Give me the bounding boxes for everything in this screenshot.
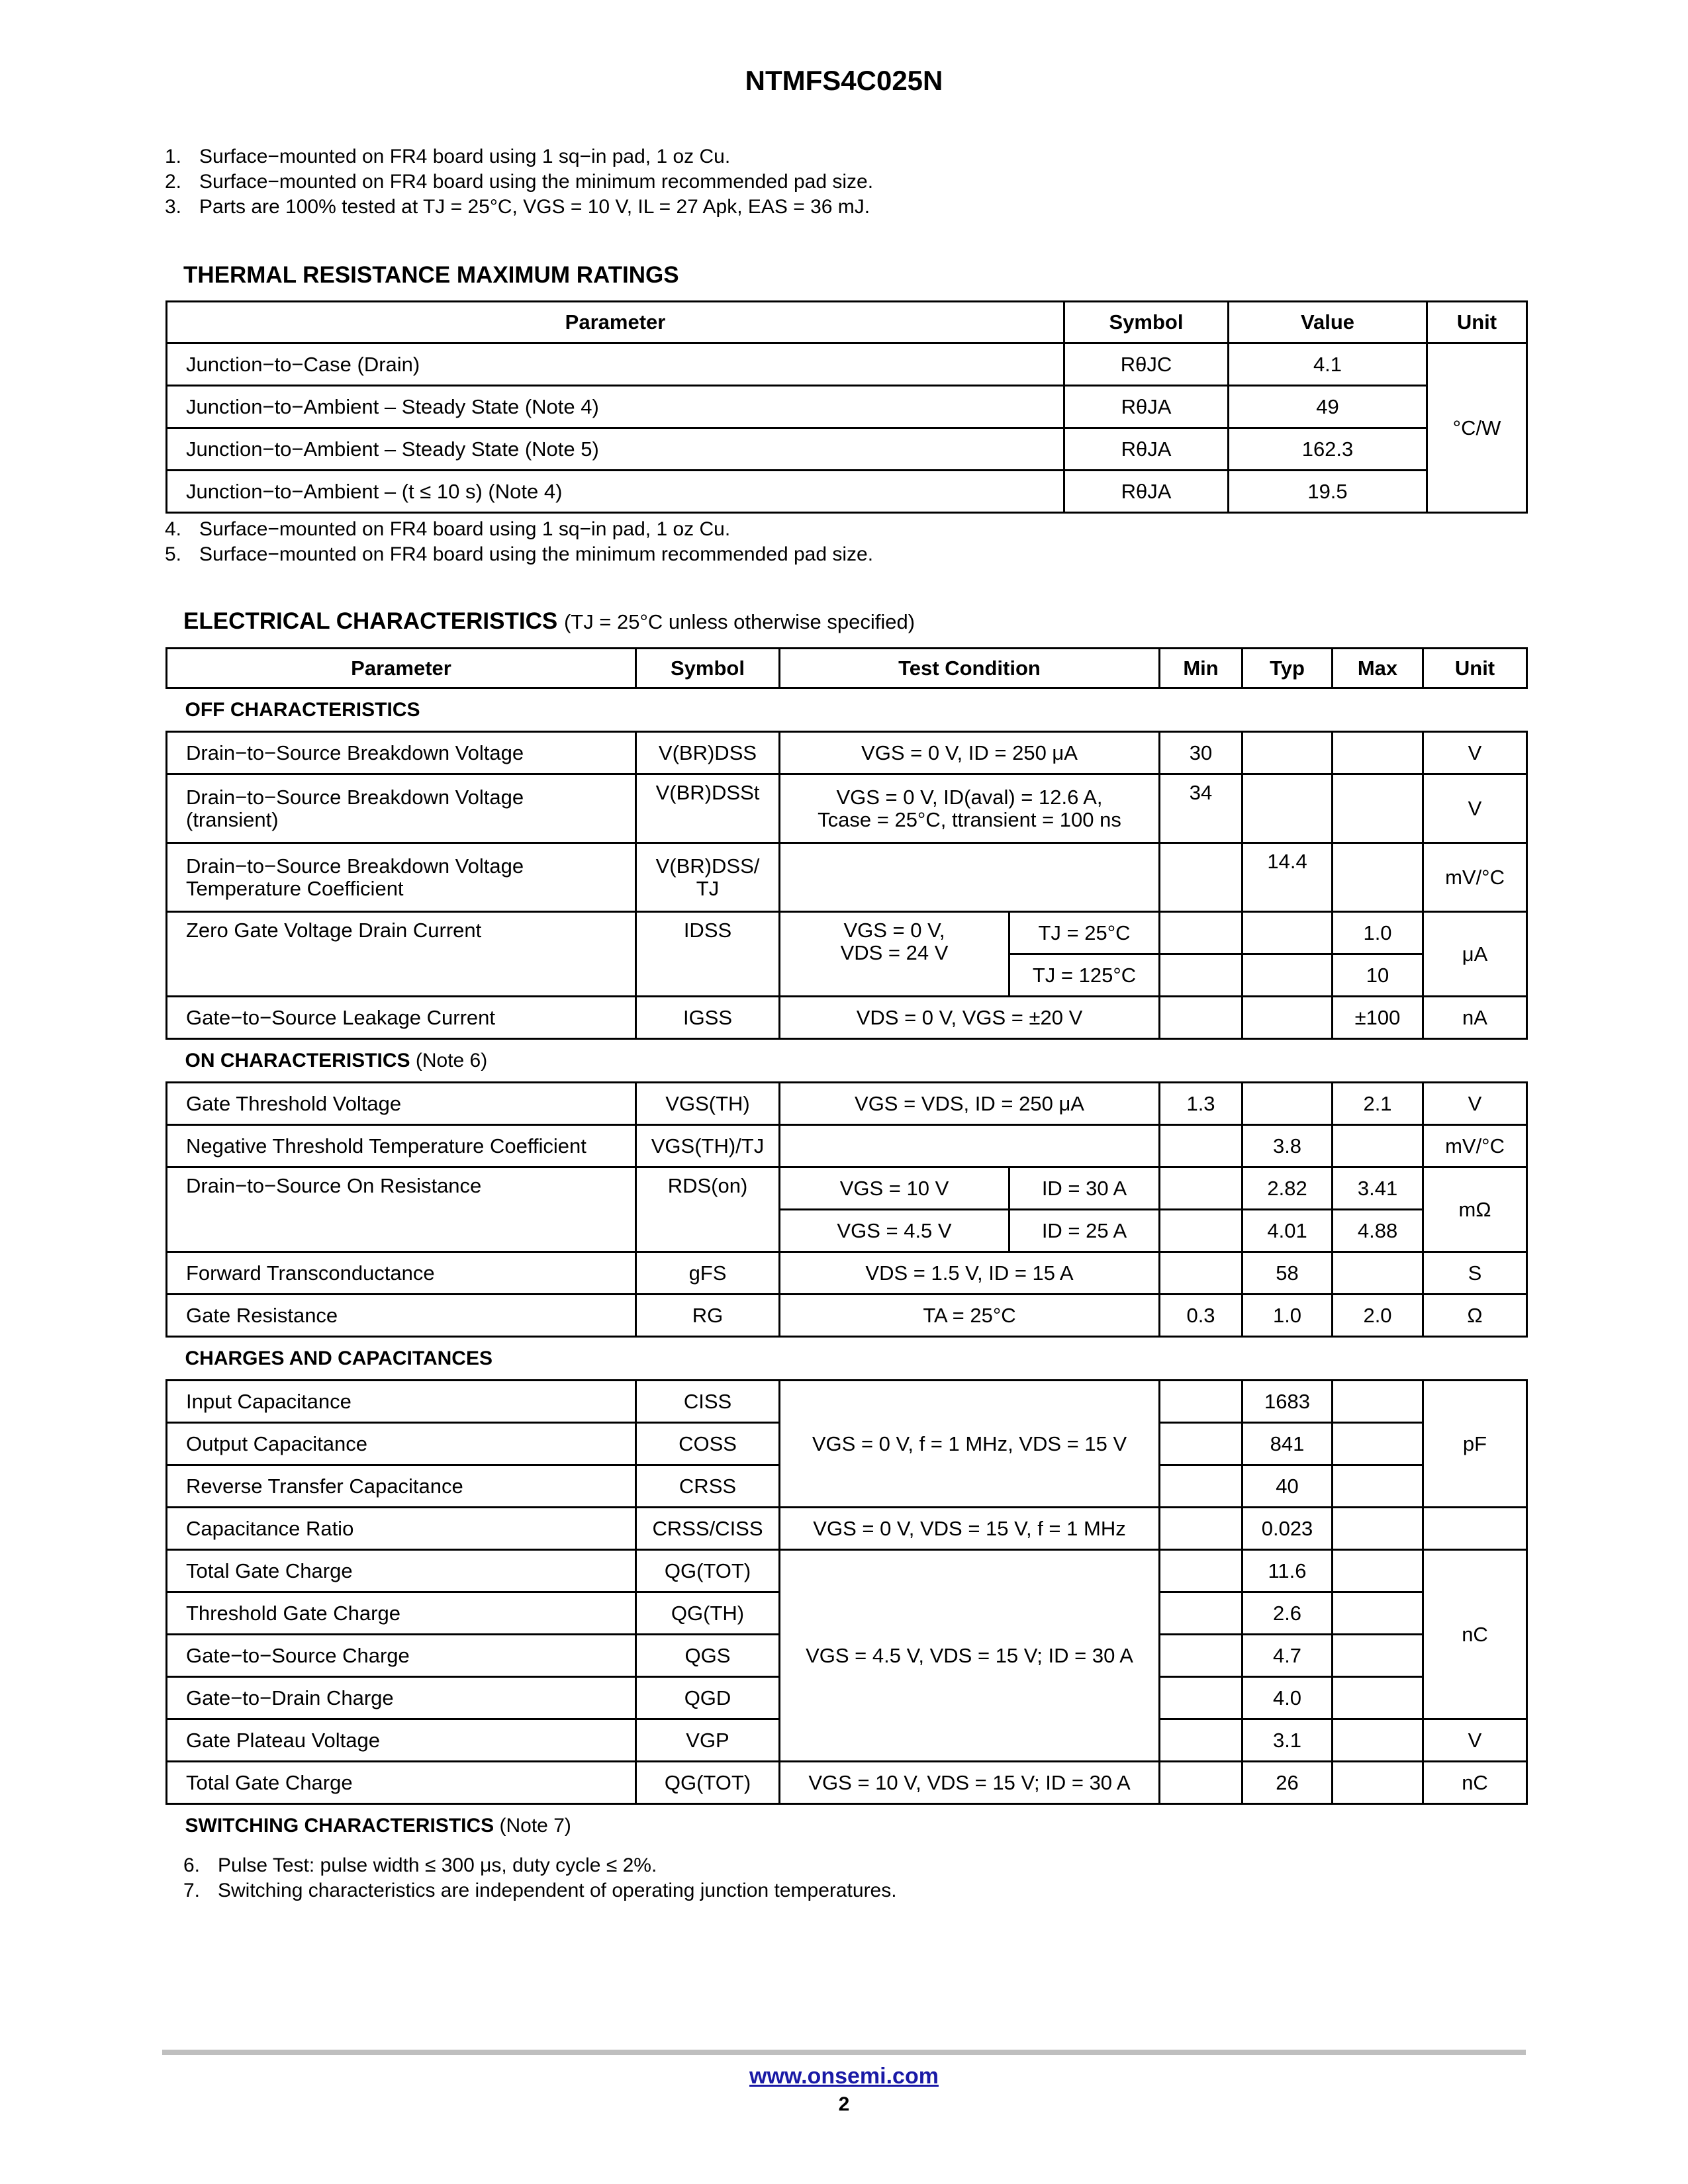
list-item: 2. Surface−mounted on FR4 board using the minimum recommended pad size. <box>165 171 874 193</box>
table-row: Gate−to−Drain Charge QGD 4.0 <box>167 1677 1527 1719</box>
col-header: Value <box>1229 302 1427 343</box>
table-row: TJ = 125°C 10 <box>167 954 1527 997</box>
table-row: Drain−to−Source Breakdown Voltage (transient) V(BR)DSSt VGS = 0 V, ID(aval) = 12.6 A, Tcase = 25°C, ttransient = 100 ns 34 V <box>167 774 1527 843</box>
table-row: Gate Resistance RG TA = 25°C 0.3 1.0 2.0 Ω <box>167 1295 1527 1337</box>
table-row: Total Gate Charge QG(TOT) VGS = 4.5 V, VDS = 15 V; ID = 30 A 11.6 nC <box>167 1550 1527 1592</box>
table-row: Forward Transconductance gFS VDS = 1.5 V, ID = 15 A 58 S <box>167 1252 1527 1295</box>
table-row: Capacitance Ratio CRSS/CISS VGS = 0 V, VDS = 15 V, f = 1 MHz 0.023 <box>167 1508 1527 1550</box>
table-row: Drain−to−Source Breakdown Voltage V(BR)DSS VGS = 0 V, ID = 250 μA 30 V <box>167 732 1527 774</box>
table-row: Gate Plateau Voltage VGP 3.1 V <box>167 1719 1527 1762</box>
col-header: Max <box>1333 649 1423 688</box>
section-label: CHARGES AND CAPACITANCES <box>167 1337 1527 1381</box>
table-row: Threshold Gate Charge QG(TH) 2.6 <box>167 1592 1527 1635</box>
table-row: Zero Gate Voltage Drain Current IDSS VGS = 0 V, VDS = 24 V TJ = 25°C 1.0 μA <box>167 912 1527 954</box>
table-row: Output Capacitance COSS 841 <box>167 1423 1527 1465</box>
col-header: Test Condition <box>780 649 1160 688</box>
bottom-notes <box>183 1853 897 1903</box>
page-title: NTMFS4C025N <box>745 65 943 96</box>
table-row: Gate−to−Source Leakage Current IGSS VDS = 0 V, VGS = ±20 V ±100 nA <box>167 997 1527 1039</box>
section-label: OFF CHARACTERISTICS <box>167 688 1527 732</box>
section-label: SWITCHING CHARACTERISTICS (Note 7) <box>167 1804 1527 1848</box>
list-item: 4. Surface−mounted on FR4 board using 1 sq−in pad, 1 oz Cu. <box>165 518 731 540</box>
list-item: 1. Surface−mounted on FR4 board using 1 sq−in pad, 1 oz Cu. <box>165 146 731 167</box>
electrical-heading: ELECTRICAL CHARACTERISTICS (TJ = 25°C unless otherwise specified) <box>183 608 915 634</box>
table-row: Gate−to−Source Charge QGS 4.7 <box>167 1635 1527 1677</box>
table-row: Junction−to−Ambient – Steady State (Note 5) RθJA 162.3 <box>167 428 1527 471</box>
col-header: Min <box>1160 649 1243 688</box>
col-header: Unit <box>1427 302 1527 343</box>
thermal-table <box>165 300 1528 514</box>
list-item: 5. Surface−mounted on FR4 board using the minimum recommended pad size. <box>165 543 874 565</box>
table-row: Drain−to−Source On Resistance RDS(on) VGS = 10 V ID = 30 A 2.82 3.41 mΩ <box>167 1167 1527 1210</box>
top-notes <box>165 144 873 220</box>
table-row: VGS = 4.5 V ID = 25 A 4.01 4.88 <box>167 1210 1527 1252</box>
page-number: 2 <box>838 2093 850 2115</box>
table-row: Reverse Transfer Capacitance CRSS 40 <box>167 1465 1527 1508</box>
col-header: Symbol <box>1064 302 1229 343</box>
footer-divider <box>162 2050 1526 2055</box>
table-row: Total Gate Charge QG(TOT) VGS = 10 V, VDS = 15 V; ID = 30 A 26 nC <box>167 1762 1527 1804</box>
list-item: 6. Pulse Test: pulse width ≤ 300 μs, duty cycle ≤ 2%. <box>183 1854 657 1876</box>
footer-link[interactable]: www.onsemi.com <box>749 2064 939 2089</box>
section-label: ON CHARACTERISTICS (Note 6) <box>167 1039 1527 1083</box>
electrical-table <box>165 647 1528 1848</box>
col-header: Typ <box>1243 649 1333 688</box>
thermal-heading: THERMAL RESISTANCE MAXIMUM RATINGS <box>183 262 679 288</box>
thermal-notes <box>165 517 873 567</box>
table-row: Input Capacitance CISS VGS = 0 V, f = 1 MHz, VDS = 15 V 1683 pF <box>167 1381 1527 1423</box>
table-row: Gate Threshold Voltage VGS(TH) VGS = VDS, ID = 250 μA 1.3 2.1 V <box>167 1083 1527 1125</box>
table-row: Negative Threshold Temperature Coefficient VGS(TH)/TJ 3.8 mV/°C <box>167 1125 1527 1167</box>
col-header: Parameter <box>167 302 1064 343</box>
table-row: Junction−to−Ambient – (t ≤ 10 s) (Note 4) RθJA 19.5 <box>167 471 1527 513</box>
list-item: 3. Parts are 100% tested at TJ = 25°C, VGS = 10 V, IL = 27 Apk, EAS = 36 mJ. <box>165 196 870 218</box>
list-item: 7. Switching characteristics are independent of operating junction temperatures. <box>183 1880 897 1901</box>
col-header: Symbol <box>636 649 780 688</box>
unit-cell: °C/W <box>1427 343 1527 513</box>
table-row: Junction−to−Case (Drain) RθJC 4.1 °C/W <box>167 343 1527 386</box>
col-header: Parameter <box>167 649 636 688</box>
col-header: Unit <box>1423 649 1527 688</box>
table-row: Junction−to−Ambient – Steady State (Note 4) RθJA 49 <box>167 386 1527 428</box>
table-row: Drain−to−Source Breakdown Voltage Temperature Coefficient V(BR)DSS/ TJ 14.4 mV/°C <box>167 843 1527 912</box>
